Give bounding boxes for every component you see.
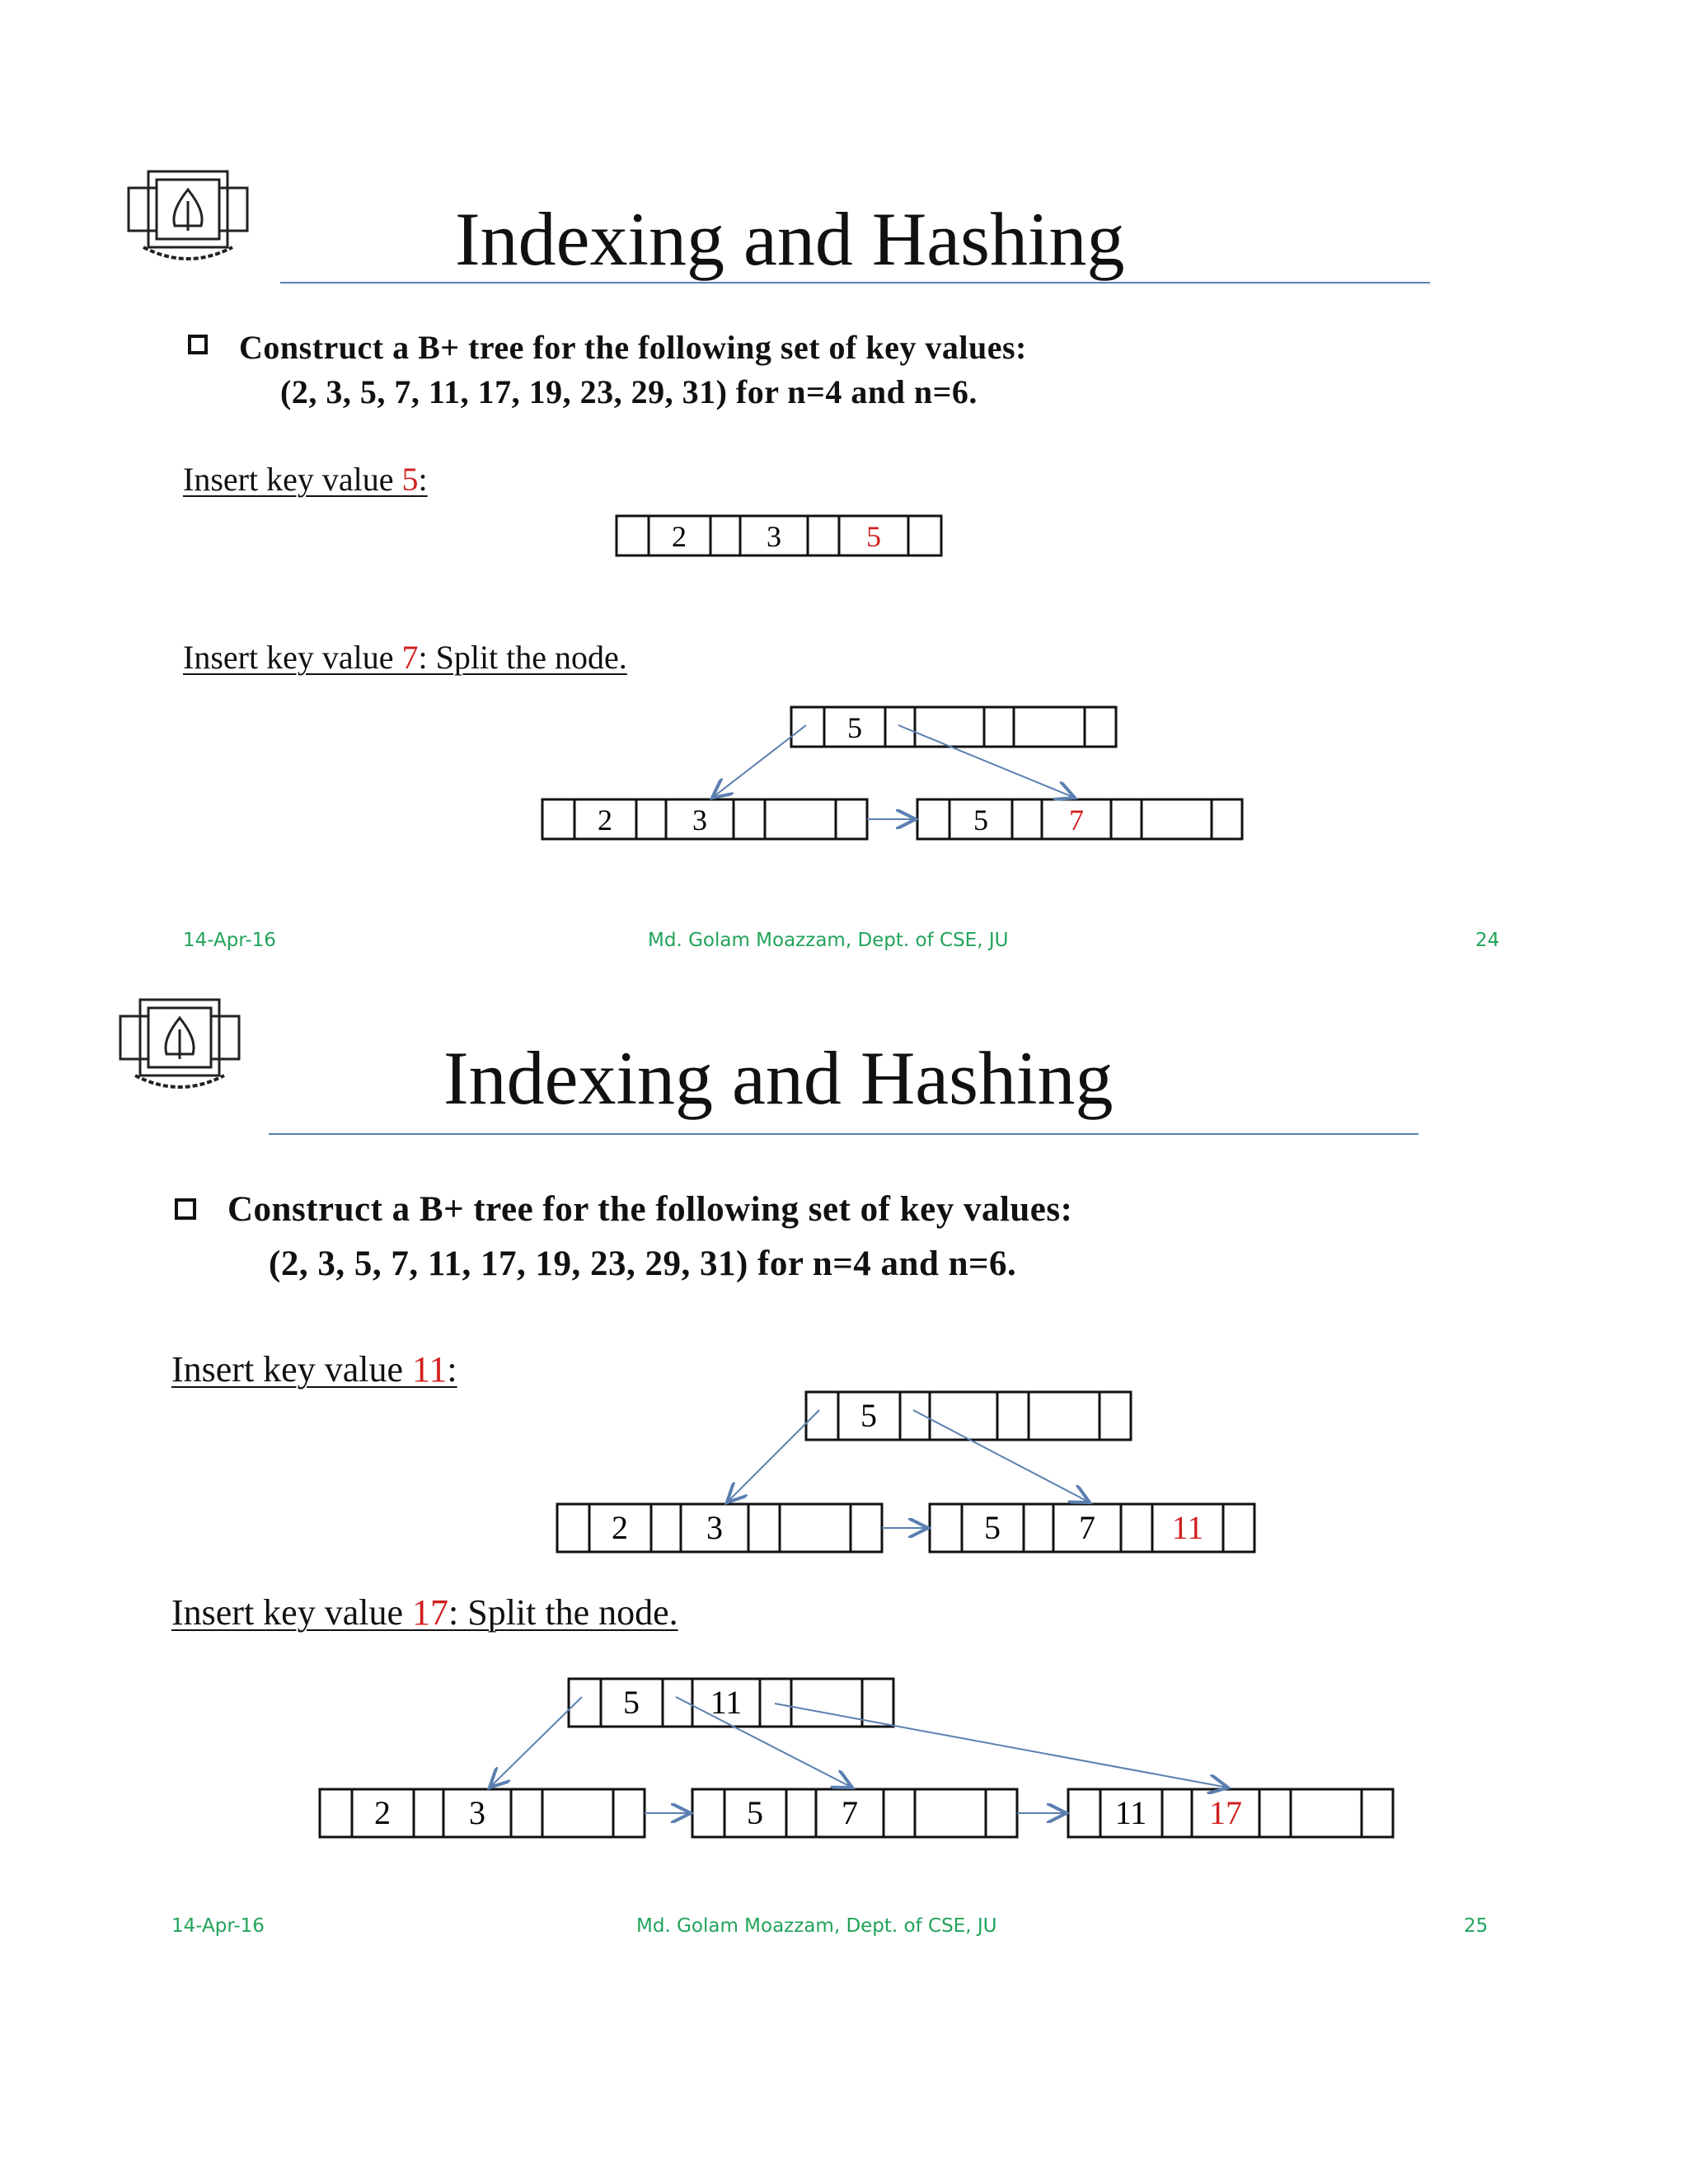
root-key-5: 5 xyxy=(847,711,862,744)
pointer-arrow xyxy=(727,1410,819,1502)
root-key-5: 5 xyxy=(860,1397,877,1434)
new-key: 5 xyxy=(401,461,419,498)
pointer-arrow xyxy=(712,725,806,798)
new-key: 17 xyxy=(412,1592,448,1633)
checkbox-bullet-icon xyxy=(188,335,208,354)
leaf-key-17-new: 17 xyxy=(1209,1794,1242,1831)
root-key-11: 11 xyxy=(710,1684,743,1721)
root-key-5: 5 xyxy=(623,1684,640,1721)
step-insert-17-label: Insert key value 17: Split the node. xyxy=(171,1592,678,1633)
footer-date: 14-Apr-16 xyxy=(171,1915,265,1937)
bplus-tree-split-7 xyxy=(528,692,1253,849)
leaf-key-3: 3 xyxy=(692,804,707,837)
question-line-1: Construct a B+ tree for the following set of key values: xyxy=(227,1190,1073,1229)
pointer-arrow xyxy=(913,1410,1090,1502)
root-node xyxy=(791,707,1116,747)
footer-page-number: 25 xyxy=(1464,1915,1489,1937)
pointer-arrow xyxy=(775,1704,1228,1788)
university-logo xyxy=(124,165,252,272)
footer-author: Md. Golam Moazzam, Dept. of CSE, JU xyxy=(636,1915,997,1937)
question-line-1: Construct a B+ tree for the following set of key values: xyxy=(239,329,1027,366)
step-insert-11-label: Insert key value 11: xyxy=(171,1349,457,1390)
leaf-key-7-new: 7 xyxy=(1069,804,1084,837)
leaf-key-11-new: 11 xyxy=(1171,1509,1204,1546)
university-logo xyxy=(115,993,244,1100)
bplus-leaf-insert-5 xyxy=(610,511,948,560)
title-rule xyxy=(280,282,1430,284)
leaf-key-2: 2 xyxy=(374,1794,391,1831)
pointer-arrow xyxy=(898,725,1075,798)
pointer-arrow xyxy=(676,1697,852,1788)
new-key: 7 xyxy=(401,639,419,676)
leaf-key-2: 2 xyxy=(612,1509,628,1546)
leaf-key-7: 7 xyxy=(842,1794,858,1831)
footer-date: 14-Apr-16 xyxy=(183,930,276,951)
leaf-key-3: 3 xyxy=(469,1794,485,1831)
question-line-2: (2, 3, 5, 7, 11, 17, 19, 23, 29, 31) for n=4 and n=6. xyxy=(280,373,978,410)
bplus-tree-insert-11 xyxy=(544,1380,1269,1562)
key-2: 2 xyxy=(672,520,687,553)
checkbox-bullet-icon xyxy=(175,1198,196,1220)
footer-author: Md. Golam Moazzam, Dept. of CSE, JU xyxy=(648,930,1009,951)
leaf-key-11: 11 xyxy=(1114,1794,1147,1831)
slide-title: Indexing and Hashing xyxy=(443,1036,1114,1120)
slide-title: Indexing and Hashing xyxy=(455,197,1125,281)
new-key: 11 xyxy=(412,1349,448,1390)
question-line-2: (2, 3, 5, 7, 11, 17, 19, 23, 29, 31) for n=4 and n=6. xyxy=(269,1244,1017,1283)
leaf-key-3: 3 xyxy=(706,1509,723,1546)
footer-page-number: 24 xyxy=(1475,930,1500,951)
key-3: 3 xyxy=(767,520,781,553)
leaf-key-5: 5 xyxy=(747,1794,763,1831)
pointer-arrow xyxy=(490,1697,582,1788)
leaf-key-5: 5 xyxy=(973,804,988,837)
title-rule xyxy=(269,1133,1418,1135)
step-insert-5-label: Insert key value 5: xyxy=(183,461,428,498)
leaf-key-7: 7 xyxy=(1079,1509,1095,1546)
root-node xyxy=(806,1392,1131,1440)
key-5-new: 5 xyxy=(866,520,881,553)
step-insert-7-label: Insert key value 7: Split the node. xyxy=(183,639,627,676)
leaf-key-2: 2 xyxy=(598,804,612,837)
leaf-key-5: 5 xyxy=(984,1509,1001,1546)
bplus-tree-split-17 xyxy=(313,1669,1401,1850)
